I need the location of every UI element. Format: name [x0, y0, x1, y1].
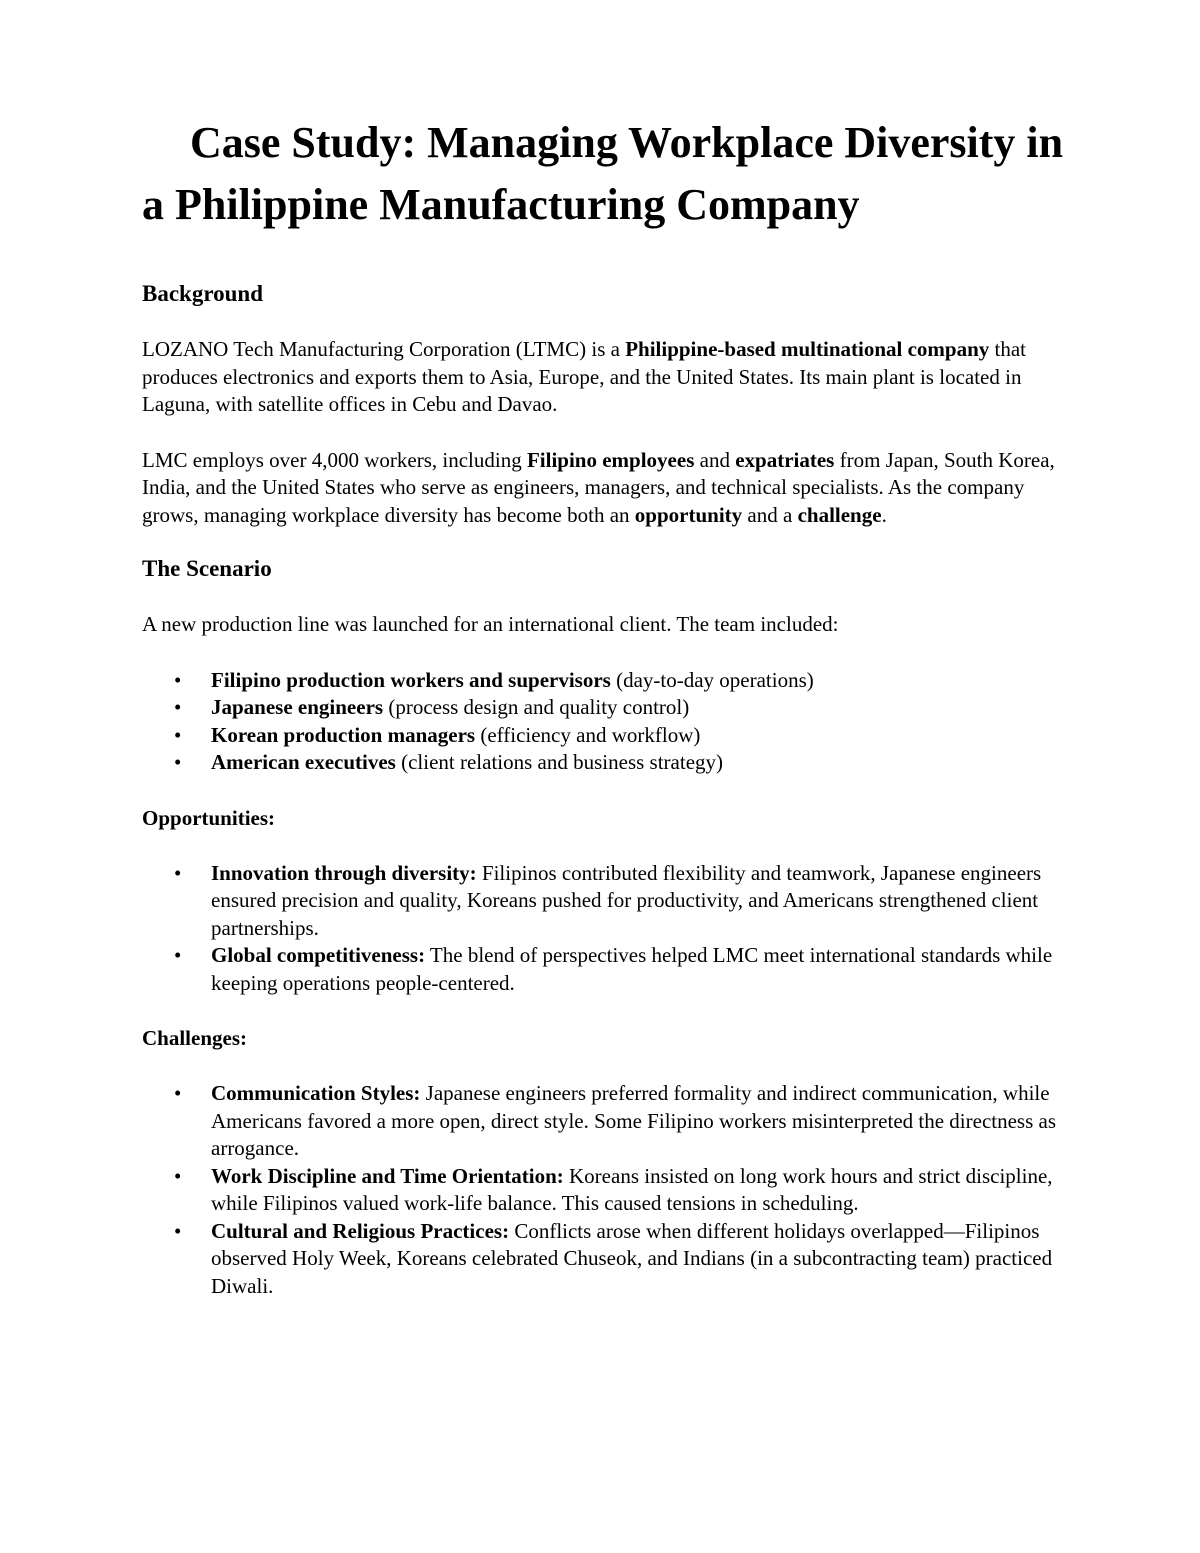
- section-heading-background: Background: [142, 281, 264, 306]
- text-run: Filipinos contributed flexibility and teamwork, Japanese engineers ensured precision and quality, Koreans pushed for productivity, and Americans strengthened client partnerships.: [211, 860, 1042, 940]
- text-run: The blend of perspectives helped LMC meet international standards while keeping operations people-centered.: [211, 943, 1053, 995]
- bullet-icon: •: [174, 1218, 182, 1243]
- bullet-icon: •: [174, 860, 182, 885]
- bullet-icon: •: [174, 667, 182, 692]
- list-item: [142, 667, 1072, 695]
- bold-run: opportunity: [634, 502, 743, 527]
- bullet-icon: •: [174, 695, 182, 719]
- list-item: [142, 722, 1072, 750]
- opportunities-list: [142, 860, 1072, 998]
- text-run: (process design and quality control): [383, 695, 690, 719]
- bullet-icon: •: [174, 943, 182, 967]
- background-paragraph-1: [142, 336, 1072, 419]
- bold-run: Global competitiveness:: [211, 943, 426, 967]
- text-run: LMC employs over 4,000 workers, including: [142, 447, 527, 472]
- list-item: [142, 1163, 1072, 1218]
- list-item: [142, 1080, 1072, 1163]
- section-heading-challenges: Challenges:: [142, 1026, 247, 1050]
- bold-run: Philippine-based multinational company: [625, 337, 990, 361]
- bold-run: expatriates: [735, 447, 835, 472]
- text-run: (day-to-day operations): [610, 667, 814, 692]
- background-paragraph-2: [142, 447, 1072, 530]
- bold-run: American executives: [211, 750, 396, 774]
- challenges-list: [142, 1080, 1072, 1300]
- text-run: from Japan, South Korea, India, and the United States who serve as engineers, managers, and technical specialists. As the company grows, managing workplace diversity has become both an: [142, 447, 1055, 527]
- text-run: and a: [742, 502, 798, 527]
- bullet-icon: •: [174, 1081, 182, 1105]
- bold-run: Cultural and Religious Practices:: [211, 1218, 510, 1243]
- section-heading-opportunities: Opportunities:: [142, 805, 276, 830]
- bold-run: Filipino production workers and supervisors: [211, 667, 611, 692]
- bold-run: Communication Styles:: [211, 1081, 421, 1105]
- text-run: Japanese engineers preferred formality and indirect communication, while Americans favored a more open, direct style. Some Filipino workers misinterpreted the directness as arrogance.: [211, 1081, 1057, 1160]
- text-run: (efficiency and workflow): [475, 722, 701, 747]
- bold-run: Japanese engineers: [211, 695, 384, 719]
- bold-run: Korean production managers: [211, 722, 476, 747]
- list-item: [142, 1218, 1072, 1301]
- bullet-icon: •: [174, 1163, 182, 1188]
- list-item: [142, 942, 1072, 997]
- document-title: Case Study: Managing Workplace Diversity in a Philippine Manufacturing Company: [142, 118, 1064, 229]
- document-page: [142, 112, 1072, 1300]
- text-run: Conflicts arose when different holidays overlapped—Filipinos observed Holy Week, Koreans celebrated Chuseok, and Indians (in a subcontracting team) practiced Diwali.: [211, 1218, 1053, 1298]
- text-run: (client relations and business strategy): [395, 750, 724, 774]
- section-heading-scenario: The Scenario: [142, 556, 272, 581]
- scenario-intro: A new production line was launched for an international client. The team included:: [142, 612, 839, 636]
- text-run: .: [881, 502, 887, 527]
- text-run: and: [694, 447, 736, 472]
- bold-run: Filipino employees: [526, 447, 695, 472]
- bullet-icon: •: [174, 750, 182, 774]
- list-item: [142, 749, 1072, 777]
- text-run: LOZANO Tech Manufacturing Corporation (LTMC) is a: [142, 337, 626, 361]
- bold-run: Work Discipline and Time Orientation:: [211, 1163, 564, 1188]
- text-run: that produces electronics and exports them to Asia, Europe, and the United States. Its main plant is located in Laguna, with satellite offices in Cebu and Davao.: [142, 337, 1027, 416]
- bold-run: challenge: [797, 502, 882, 527]
- list-item: [142, 694, 1072, 722]
- list-item: [142, 860, 1072, 943]
- bold-run: Innovation through diversity:: [211, 860, 477, 885]
- text-run: Koreans insisted on long work hours and strict discipline, while Filipinos valued work-life balance. This caused tensions in scheduling.: [211, 1163, 1053, 1215]
- team-list: [142, 667, 1072, 777]
- bullet-icon: •: [174, 722, 182, 747]
